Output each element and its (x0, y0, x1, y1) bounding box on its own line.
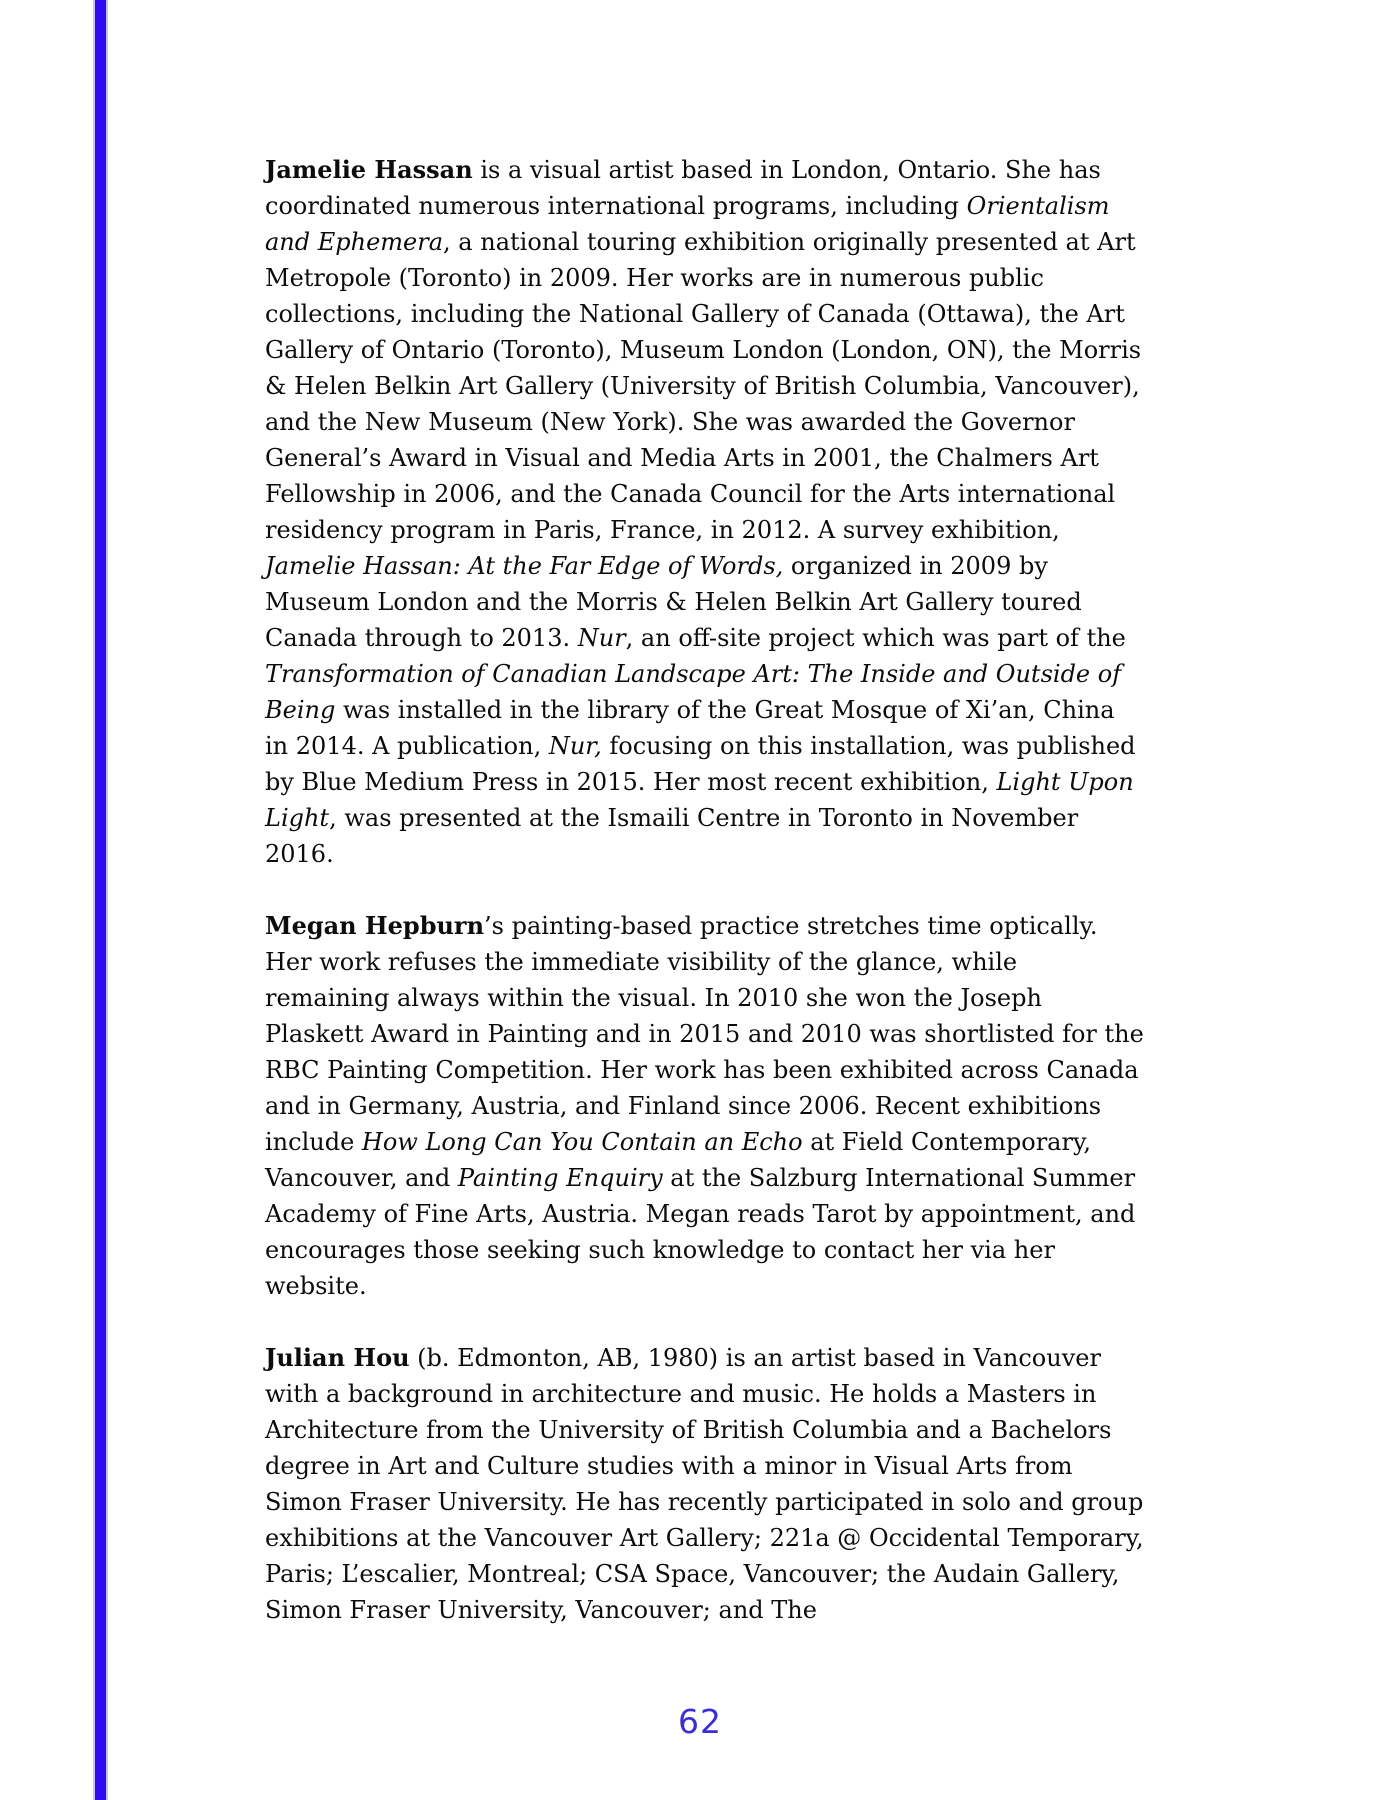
text-segment-normal: , was presented at the Ismaili Centre in Toronto in November 2016. (265, 804, 1079, 868)
bio-text-column (265, 152, 1145, 1664)
text-segment-normal: focusing on this installation, was published by Blue Medium Press in 2015. Her most recent exhibition, (265, 732, 1136, 796)
text-segment-bold: Jamelie Hassan (265, 155, 473, 184)
text-segment-normal: is a visual artist based in London, Ontario. She has coordinated numerous international programs, including (265, 156, 1101, 220)
text-segment-bold: Julian Hou (265, 1343, 410, 1372)
text-segment-italic: Nur, (548, 732, 602, 760)
page-footer (0, 1702, 1400, 1742)
text-segment-normal: (b. Edmonton, AB, 1980) is an artist based in Vancouver with a background in architecture and music. He holds a Masters in Architecture from the University of British Columbia and a Bachelors degree in Art and Culture studies with a minor in Visual Arts from Simon Fraser University. He has recently participated in solo and group exhibitions at the Vancouver Art Gallery; 221a @ Occidental Temporary, Paris; L’escalier, Montreal; CSA Space, Vancouver; the Audain Gallery, Simon Fraser University, Vancouver; and The (265, 1344, 1144, 1624)
bio-paragraph-julian-hou (265, 1340, 1145, 1628)
text-segment-normal: ’s painting-based practice stretches time optically. Her work refuses the immediate visibility of the glance, while remaining always within the visual. In 2010 she won the Joseph Plaskett Award in Painting and in 2015 and 2010 was shortlisted for the RBC Painting Competition. Her work has been exhibited across Canada and in Germany, Austria, and Finland since 2006. Recent exhibitions include (265, 912, 1144, 1156)
text-segment-normal: , an off-site project which was part of the (625, 624, 1126, 652)
left-accent-bar (95, 0, 106, 1800)
text-segment-italic: Nur (577, 624, 626, 652)
bio-paragraph-megan-hepburn (265, 908, 1145, 1304)
text-segment-bold: Megan Hepburn (265, 911, 485, 940)
bio-paragraph-jamelie-hassan (265, 152, 1145, 872)
text-segment-normal: at Field Contemporary, Vancouver, and (265, 1128, 1091, 1192)
text-segment-normal: organized in 2009 by Museum London and the Morris & Helen Belkin Art Gallery toured Canada through to 2013. (265, 552, 1082, 652)
page-number: 62 (678, 1702, 722, 1741)
text-segment-italic: Orientalism and Ephemera (265, 192, 1110, 256)
text-segment-italic: How Long Can You Contain an Echo (361, 1128, 803, 1156)
text-segment-italic: Light Upon Light (265, 768, 1134, 832)
text-segment-italic: Transformation of Canadian Landscape Art: The Inside and Outside of Being (265, 660, 1122, 724)
text-segment-normal: at the Salzburg International Summer Academy of Fine Arts, Austria. Megan reads Tarot by appointment, and encourages those seeking such knowledge to contact her via her website. (265, 1164, 1136, 1300)
text-segment-normal: , a national touring exhibition originally presented at Art Metropole (Toronto) in 2009. Her works are in numerous public collections, including the National Gallery of Canada (Ottawa), the Art Gallery of Ontario (Toronto), Museum London (London, ON), the Morris & Helen Belkin Art Gallery (University of British Columbia, Vancouver), and the New Museum (New York). She was awarded the Governor General’s Award in Visual and Media Arts in 2001, the Chalmers Art Fellowship in 2006, and the Canada Council for the Arts international residency program in Paris, France, in 2012. A survey exhibition, (265, 228, 1142, 544)
text-segment-italic: Painting Enquiry (457, 1164, 663, 1192)
text-segment-normal: was installed in the library of the Great Mosque of Xi’an, China in 2014. A publication, (265, 696, 1115, 760)
text-segment-italic: Jamelie Hassan: At the Far Edge of Words, (265, 552, 784, 580)
